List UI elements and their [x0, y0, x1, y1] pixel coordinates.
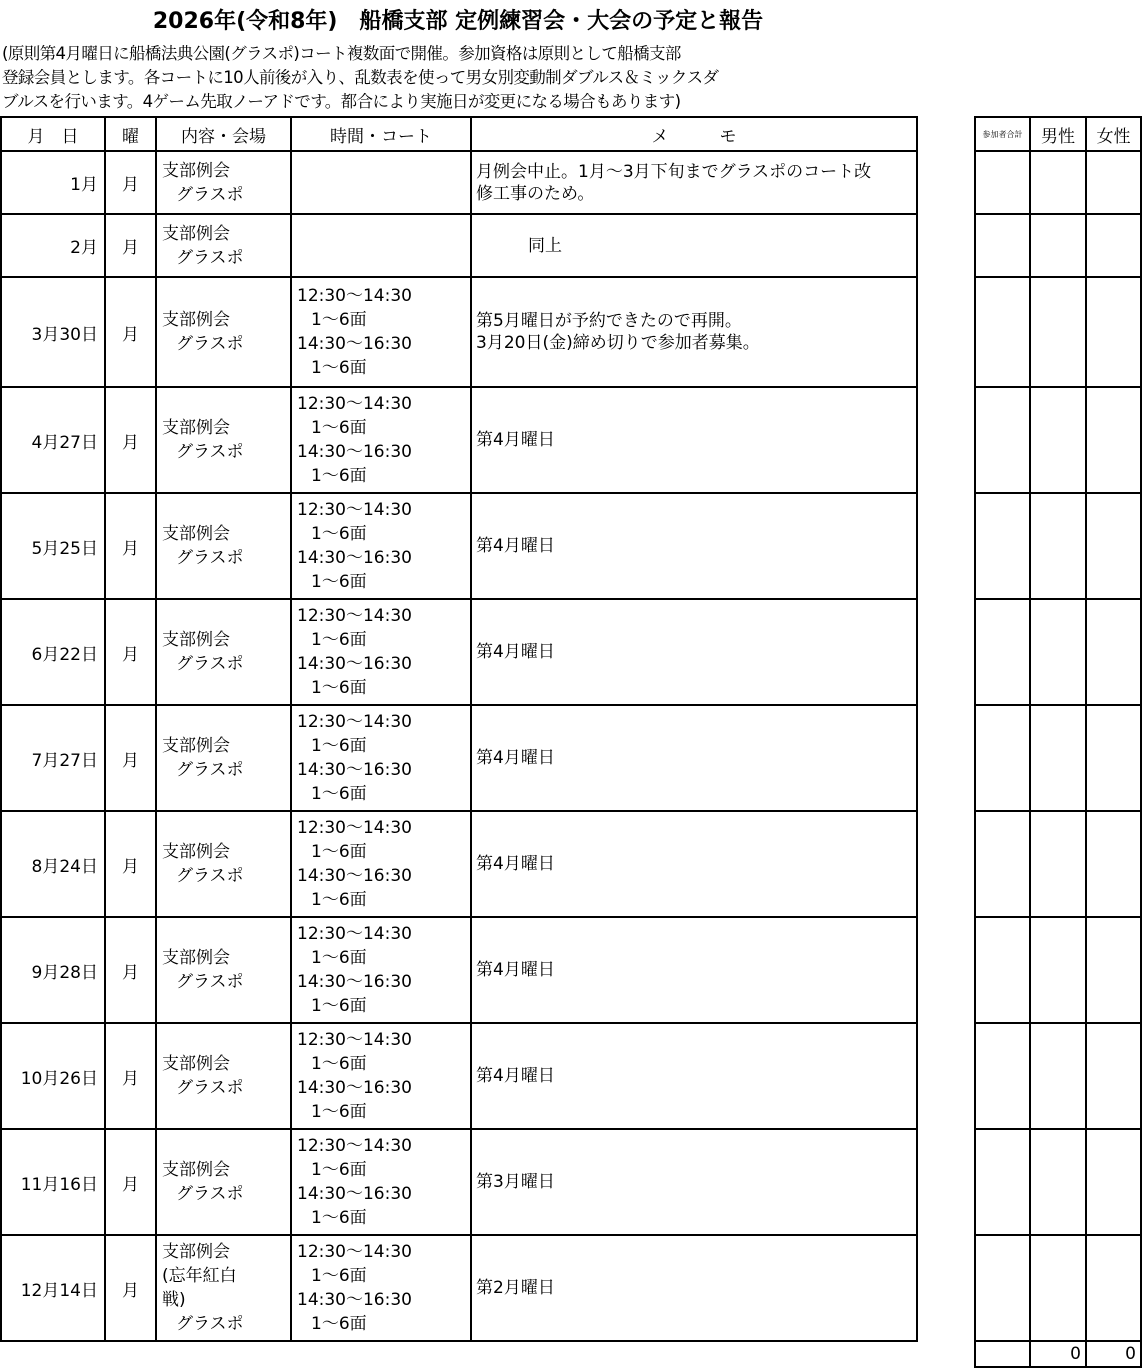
- header-female: 女性: [1086, 117, 1141, 151]
- male-count-cell[interactable]: [1030, 705, 1086, 811]
- venue-cell: [156, 493, 291, 599]
- time-line: 12:30～14:30: [297, 394, 412, 414]
- venue-line: 支部例会: [162, 160, 230, 181]
- female-count-cell[interactable]: [1086, 1235, 1141, 1341]
- time-cell: [291, 277, 471, 387]
- intro-line: ブルスを行います。4ゲーム先取ノーアドです。都合により実施日が変更になる場合もあります): [2, 92, 681, 111]
- total-male: 0: [1030, 1341, 1086, 1367]
- venue-line: 支部例会: [162, 524, 230, 544]
- venue-cell: [156, 811, 291, 917]
- participant-row: [975, 277, 1141, 387]
- court-line: 1～6面: [311, 842, 367, 862]
- court-line: 1～6面: [311, 572, 367, 592]
- female-count-cell[interactable]: [1086, 387, 1141, 493]
- participant-total-cell[interactable]: [975, 1023, 1030, 1129]
- date-cell: 7月27日: [1, 705, 105, 811]
- male-count-cell[interactable]: [1030, 599, 1086, 705]
- female-count-cell[interactable]: [1086, 1023, 1141, 1129]
- time-line: 14:30～16:30: [297, 1078, 412, 1098]
- participant-row: [975, 1235, 1141, 1341]
- court-line: 1～6面: [311, 784, 367, 804]
- participant-total-cell[interactable]: [975, 705, 1030, 811]
- venue-cell: [156, 387, 291, 493]
- memo-line: 第4月曜日: [476, 1066, 555, 1086]
- date-cell: 5月25日: [1, 493, 105, 599]
- participant-total-cell[interactable]: [975, 917, 1030, 1023]
- venue-line: 支部例会: [162, 1242, 230, 1262]
- time-cell: [291, 387, 471, 493]
- date-cell: 10月26日: [1, 1023, 105, 1129]
- time-cell: [291, 917, 471, 1023]
- time-cell: [291, 1235, 471, 1341]
- participant-row: [975, 599, 1141, 705]
- female-count-cell[interactable]: [1086, 214, 1141, 277]
- venue-line: グラスポ: [176, 760, 244, 780]
- memo-cell: [471, 1235, 917, 1341]
- day-cell: 月: [105, 1023, 156, 1129]
- court-line: 1～6面: [311, 678, 367, 698]
- memo-cell: [471, 599, 917, 705]
- time-cell: [291, 705, 471, 811]
- female-count-cell[interactable]: [1086, 599, 1141, 705]
- time-cell: [291, 1023, 471, 1129]
- participant-total-cell[interactable]: [975, 277, 1030, 387]
- day-cell: 月: [105, 917, 156, 1023]
- venue-line: グラスポ: [176, 1314, 244, 1334]
- male-count-cell[interactable]: [1030, 493, 1086, 599]
- venue-line: 支部例会: [162, 948, 230, 968]
- intro-line: (原則第4月曜日に船橋法典公園(グラスポ)コート複数面で開催。参加資格は原則として船橋支部: [2, 44, 681, 63]
- time-cell: [291, 811, 471, 917]
- date-cell: 3月30日: [1, 277, 105, 387]
- memo-line: 第4月曜日: [476, 430, 555, 450]
- participant-row: [975, 214, 1141, 277]
- participant-row: [975, 705, 1141, 811]
- time-cell: [291, 214, 471, 277]
- venue-cell: [156, 599, 291, 705]
- participant-total-cell[interactable]: [975, 387, 1030, 493]
- day-cell: 月: [105, 705, 156, 811]
- venue-line: グラスポ: [176, 1078, 244, 1098]
- time-line: 14:30～16:30: [297, 1184, 412, 1204]
- time-line: 12:30～14:30: [297, 1136, 412, 1156]
- header-memo: メ モ: [471, 117, 917, 151]
- participant-row: [975, 917, 1141, 1023]
- venue-line: 支部例会: [162, 418, 230, 438]
- participant-total-cell[interactable]: [975, 493, 1030, 599]
- venue-line: グラスポ: [176, 247, 244, 268]
- participant-row: [975, 493, 1141, 599]
- court-line: 1～6面: [311, 1102, 367, 1122]
- header-date: 月 日: [1, 117, 105, 151]
- day-cell: 月: [105, 277, 156, 387]
- day-cell: 月: [105, 214, 156, 277]
- table-row: [1, 214, 917, 277]
- time-line: 14:30～16:30: [297, 866, 412, 886]
- participant-total-cell[interactable]: [975, 1235, 1030, 1341]
- venue-cell: [156, 1235, 291, 1341]
- male-count-cell[interactable]: [1030, 1023, 1086, 1129]
- date-cell: 12月14日: [1, 1235, 105, 1341]
- memo-line: 修工事のため。: [476, 183, 595, 204]
- memo-cell: [471, 811, 917, 917]
- female-count-cell[interactable]: [1086, 1129, 1141, 1235]
- venue-cell: [156, 214, 291, 277]
- venue-line: グラスポ: [176, 548, 244, 568]
- female-count-cell[interactable]: [1086, 705, 1141, 811]
- day-cell: 月: [105, 493, 156, 599]
- time-line: 14:30～16:30: [297, 760, 412, 780]
- participant-total-cell[interactable]: [975, 811, 1030, 917]
- header-day: 曜: [105, 117, 156, 151]
- venue-line: グラスポ: [176, 972, 244, 992]
- venue-cell: [156, 917, 291, 1023]
- memo-cell: [471, 277, 917, 387]
- time-line: 12:30～14:30: [297, 712, 412, 732]
- court-line: 1～6面: [311, 524, 367, 544]
- court-line: 1～6面: [311, 1314, 367, 1334]
- female-count-cell[interactable]: [1086, 917, 1141, 1023]
- venue-line: (忘年紅白: [162, 1266, 237, 1286]
- female-count-cell[interactable]: [1086, 811, 1141, 917]
- venue-cell: [156, 277, 291, 387]
- table-row: [1, 917, 917, 1023]
- venue-line: グラスポ: [176, 442, 244, 462]
- memo-cell: [471, 387, 917, 493]
- venue-cell: [156, 151, 291, 214]
- memo-cell: [471, 1129, 917, 1235]
- day-cell: 月: [105, 151, 156, 214]
- memo-line: 第2月曜日: [476, 1278, 555, 1298]
- time-line: 12:30～14:30: [297, 606, 412, 626]
- memo-line: 第4月曜日: [476, 960, 555, 980]
- participant-row: [975, 1129, 1141, 1235]
- venue-cell: [156, 1129, 291, 1235]
- male-count-cell[interactable]: [1030, 1129, 1086, 1235]
- totals-row: [975, 1341, 1141, 1367]
- table-row: [1, 387, 917, 493]
- court-line: 1～6面: [311, 418, 367, 438]
- memo-cell: [471, 705, 917, 811]
- court-line: 1～6面: [311, 1208, 367, 1228]
- table-row: [1, 1023, 917, 1129]
- time-line: 14:30～16:30: [297, 334, 412, 354]
- date-cell: 4月27日: [1, 387, 105, 493]
- day-cell: 月: [105, 811, 156, 917]
- venue-line: グラスポ: [176, 184, 244, 205]
- court-line: 1～6面: [311, 1160, 367, 1180]
- page-title: 2026年(令和8年) 船橋支部 定例練習会・大会の予定と報告: [152, 9, 764, 34]
- total-participants-cell: [975, 1341, 1030, 1367]
- venue-line: 支部例会: [162, 223, 230, 244]
- male-count-cell[interactable]: [1030, 214, 1086, 277]
- memo-line: 同上: [528, 235, 562, 256]
- time-line: 12:30～14:30: [297, 924, 412, 944]
- venue-line: 支部例会: [162, 630, 230, 650]
- time-line: 12:30～14:30: [297, 500, 412, 520]
- female-count-cell[interactable]: [1086, 277, 1141, 387]
- participant-row: [975, 1023, 1141, 1129]
- memo-line: 第5月曜日が予約できたので再開。: [476, 311, 742, 331]
- time-line: 12:30～14:30: [297, 286, 412, 306]
- table-row: [1, 151, 917, 214]
- male-count-cell[interactable]: [1030, 811, 1086, 917]
- venue-cell: [156, 1023, 291, 1129]
- participant-total-cell[interactable]: [975, 151, 1030, 214]
- date-cell: 8月24日: [1, 811, 105, 917]
- court-line: 1～6面: [311, 630, 367, 650]
- date-cell: 1月: [1, 151, 105, 214]
- intro-line: 登録会員とします。各コートに10人前後が入り、乱数表を使って男女別変動制ダブルス＆ミックスダ: [2, 68, 719, 87]
- time-line: 14:30～16:30: [297, 654, 412, 674]
- header-time: 時間・コート: [291, 117, 471, 151]
- male-count-cell[interactable]: [1030, 277, 1086, 387]
- memo-cell: [471, 1023, 917, 1129]
- court-line: 1～6面: [311, 736, 367, 756]
- time-cell: [291, 599, 471, 705]
- male-count-cell[interactable]: [1030, 151, 1086, 214]
- date-cell: 2月: [1, 214, 105, 277]
- table-row: [1, 705, 917, 811]
- time-line: 12:30～14:30: [297, 1030, 412, 1050]
- time-line: 14:30～16:30: [297, 548, 412, 568]
- schedule-header-row: [1, 117, 917, 151]
- memo-line: 第4月曜日: [476, 536, 555, 556]
- header-male: 男性: [1030, 117, 1086, 151]
- venue-line: 戦): [162, 1290, 186, 1310]
- venue-line: 支部例会: [162, 1160, 230, 1180]
- venue-line: 支部例会: [162, 1054, 230, 1074]
- participant-table: [974, 116, 1142, 1368]
- table-row: [1, 1235, 917, 1341]
- participant-row: [975, 387, 1141, 493]
- memo-cell: [471, 151, 917, 214]
- female-count-cell[interactable]: [1086, 151, 1141, 214]
- day-cell: 月: [105, 599, 156, 705]
- time-line: 12:30～14:30: [297, 1242, 412, 1262]
- schedule-table: [0, 116, 918, 1342]
- memo-line: 第4月曜日: [476, 642, 555, 662]
- memo-cell: [471, 493, 917, 599]
- male-count-cell[interactable]: [1030, 917, 1086, 1023]
- court-line: 1～6面: [311, 948, 367, 968]
- memo-line: 第4月曜日: [476, 748, 555, 768]
- male-count-cell[interactable]: [1030, 387, 1086, 493]
- venue-line: 支部例会: [162, 736, 230, 756]
- participant-total-cell[interactable]: [975, 599, 1030, 705]
- female-count-cell[interactable]: [1086, 493, 1141, 599]
- memo-line: 第4月曜日: [476, 854, 555, 874]
- intro-text: [2, 42, 917, 114]
- court-line: 1～6面: [311, 310, 367, 330]
- header-participants: 参加者合計: [975, 117, 1030, 151]
- date-cell: 9月28日: [1, 917, 105, 1023]
- day-cell: 月: [105, 1235, 156, 1341]
- time-line: 12:30～14:30: [297, 818, 412, 838]
- time-line: 14:30～16:30: [297, 442, 412, 462]
- court-line: 1～6面: [311, 1266, 367, 1286]
- court-line: 1～6面: [311, 358, 367, 378]
- court-line: 1～6面: [311, 1054, 367, 1074]
- participant-row: [975, 151, 1141, 214]
- venue-line: グラスポ: [176, 654, 244, 674]
- table-row: [1, 493, 917, 599]
- time-line: 14:30～16:30: [297, 1290, 412, 1310]
- venue-cell: [156, 705, 291, 811]
- time-line: 14:30～16:30: [297, 972, 412, 992]
- table-row: [1, 811, 917, 917]
- table-row: [1, 1129, 917, 1235]
- table-row: [1, 599, 917, 705]
- male-count-cell[interactable]: [1030, 1235, 1086, 1341]
- memo-line: 3月20日(金)締め切りで参加者募集。: [476, 333, 760, 353]
- header-venue: 内容・会場: [156, 117, 291, 151]
- venue-line: グラスポ: [176, 334, 244, 354]
- participant-row: [975, 811, 1141, 917]
- memo-line: 月例会中止。1月～3月下旬までグラスポのコート改: [476, 161, 872, 182]
- day-cell: 月: [105, 1129, 156, 1235]
- table-row: [1, 277, 917, 387]
- memo-cell: [471, 214, 917, 277]
- time-cell: [291, 1129, 471, 1235]
- court-line: 1～6面: [311, 466, 367, 486]
- time-cell: [291, 493, 471, 599]
- venue-line: 支部例会: [162, 842, 230, 862]
- total-female: 0: [1086, 1341, 1141, 1367]
- memo-line: 第3月曜日: [476, 1172, 555, 1192]
- venue-line: グラスポ: [176, 1184, 244, 1204]
- memo-cell: [471, 917, 917, 1023]
- court-line: 1～6面: [311, 996, 367, 1016]
- venue-line: 支部例会: [162, 310, 230, 330]
- participant-header-row: [975, 117, 1141, 151]
- participant-total-cell[interactable]: [975, 1129, 1030, 1235]
- day-cell: 月: [105, 387, 156, 493]
- time-cell: [291, 151, 471, 214]
- court-line: 1～6面: [311, 890, 367, 910]
- participant-total-cell[interactable]: [975, 214, 1030, 277]
- date-cell: 6月22日: [1, 599, 105, 705]
- venue-line: グラスポ: [176, 866, 244, 886]
- date-cell: 11月16日: [1, 1129, 105, 1235]
